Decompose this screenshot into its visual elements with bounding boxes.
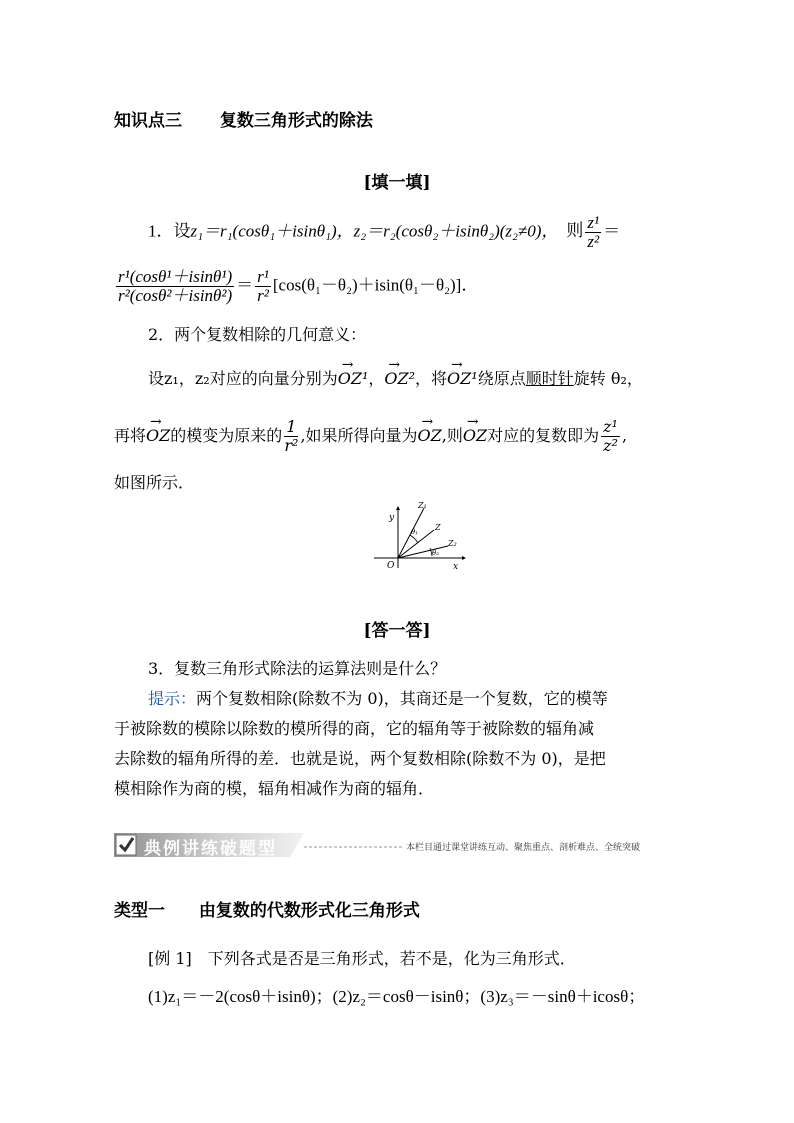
example1-line-2: (1)z₁＝－2(cosθ＋isinθ)；(2)z₂＝cosθ－isinθ；(3)z₃＝－sinθ＋icosθ； xyxy=(148,987,646,1006)
item2-fraction-1-r2 xyxy=(284,418,298,455)
item2-paragraph-3: 如图所示． xyxy=(114,473,195,492)
banner-note: 本栏目通过课堂讲练互动、聚焦重点、剖析难点、全统突破 xyxy=(406,843,641,853)
figure-theta2-label: θ₂ xyxy=(432,549,440,557)
item1-frac-den: z² xyxy=(587,232,600,251)
item2-p2-f: , xyxy=(621,426,628,445)
item3-answer-line-2: 于被除数的模除以除数的模所得的商，它的辐角等于被除数的辐角减 xyxy=(114,719,595,738)
item1-line2-tail: [cos(θ₁－θ₂)＋isin(θ₁－θ₂)]． xyxy=(272,275,479,295)
item2-title: 2．两个复数相除的几何意义： xyxy=(148,325,367,344)
item3-answer-line-4: 模相除作为商的模，辐角相减作为商的辐角． xyxy=(114,779,435,798)
item3-question: 3．复数三角形式除法的运算法则是什么？ xyxy=(148,659,447,678)
item2-p2-d: ,则 xyxy=(441,426,463,445)
type1-subtitle: 由复数的代数形式化三角形式 xyxy=(198,901,420,921)
item2-p2-e: 对应的复数即为 xyxy=(487,426,600,445)
item1-line2-eq: ＝ xyxy=(236,275,254,295)
vector-oz1-b: → OZ¹ xyxy=(447,364,478,394)
vector-oz2: → OZ² xyxy=(384,364,415,394)
item1-line2-coef xyxy=(255,268,271,305)
item1-line2-coef-den: r² xyxy=(257,286,269,305)
figure-z2-label: Z₂ xyxy=(448,539,457,548)
rotation-diagram xyxy=(368,496,468,572)
answer-tag: [答一答] xyxy=(363,621,431,641)
type1-title xyxy=(114,896,420,921)
vector-oz: → OZ xyxy=(146,421,170,451)
banner-title: 典例讲练破题型 xyxy=(144,839,277,859)
item1-frac-num: z¹ xyxy=(587,213,600,232)
example1-line-1 xyxy=(148,944,576,974)
rotation-figure xyxy=(368,496,468,572)
item1-lead: 1．设 xyxy=(148,221,191,241)
figure-x-label: x xyxy=(453,562,459,572)
item1-line2-fraction xyxy=(116,268,234,305)
figure-theta1-label: θ₁ xyxy=(411,528,419,536)
item2-frac-num: 1 xyxy=(286,417,297,436)
section-subtitle: 复数三角形式的除法 xyxy=(219,111,373,131)
theta1-arc xyxy=(410,535,418,543)
item2-p2-c: ,如果所得向量为 xyxy=(300,426,418,445)
item2-paragraph-1 xyxy=(148,364,643,394)
item2-p1-c: 绕原点 xyxy=(477,369,526,388)
figure-z1-label: Z₁ xyxy=(418,501,427,510)
fill-tag-row xyxy=(0,168,794,193)
item1-z1-def: z₁＝r₁(cosθ₁＋isinθ₁)， xyxy=(190,221,354,241)
item2-frac-den: r² xyxy=(284,436,299,455)
figure-y-label: y xyxy=(389,513,395,523)
y-axis-arrow xyxy=(396,506,400,510)
vector-oz1: → OZ¹ xyxy=(338,364,369,394)
item2-paragraph-2 xyxy=(114,418,627,455)
section-number: 知识点三 xyxy=(114,111,182,131)
example1-text: 下列各式是否是三角形式，若不是，化为三角形式． xyxy=(207,949,576,968)
item3-answer-line-3: 去除数的辐角所得的差．也就是说，两个复数相除(除数不为 0)，是把 xyxy=(114,749,606,768)
item1-z2-def: z₂＝r₂(cosθ₂＋isinθ₂)(z₂≠0)， xyxy=(353,221,559,241)
item1-line2 xyxy=(114,268,478,305)
item1-line2-num: r¹(cosθ¹＋isinθ¹) xyxy=(118,267,233,286)
item2-fraction-z1-z2 xyxy=(601,418,620,455)
vector-oz-c: → OZ xyxy=(463,421,487,451)
type1-label: 类型一 xyxy=(114,901,165,921)
section-banner xyxy=(114,829,678,861)
figure-o-label: O xyxy=(387,561,395,571)
item1-then: 则 xyxy=(566,221,584,241)
hint-label: 提示： xyxy=(148,689,197,708)
item2-p2-b: 的模变为原来的 xyxy=(170,426,283,445)
item1-line2-den: r²(cosθ²＋isinθ²) xyxy=(118,286,233,305)
item1-eq: ＝ xyxy=(603,221,621,241)
item1-fraction xyxy=(585,214,601,251)
item2-p2-a: 再将 xyxy=(114,426,147,445)
item2-rfrac-den: z² xyxy=(603,436,618,455)
item2-p1-a: 设z₁，z₂对应的向量分别为 xyxy=(148,369,338,388)
item2-p1-d: 旋转 θ₂， xyxy=(573,369,643,388)
section-title xyxy=(114,106,373,131)
figure-z-label: Z xyxy=(435,523,441,532)
item2-p1-b: ，将 xyxy=(415,369,448,388)
vector-oz-b: → OZ xyxy=(418,421,442,451)
item2-rfrac-num: z¹ xyxy=(603,417,618,436)
item1-line2-coef-num: r¹ xyxy=(257,267,269,286)
item1-line1 xyxy=(148,214,620,251)
item3-answer-line-1 xyxy=(148,684,608,714)
item3-a1: 两个复数相除(除数不为 0)，其商还是一个复数，它的模等 xyxy=(196,689,608,708)
item2-p1-sep: ， xyxy=(368,369,385,388)
example1-label: [例 1] xyxy=(148,949,192,968)
x-axis-arrow xyxy=(462,556,466,560)
fill-tag: [填一填] xyxy=(363,173,431,193)
answer-tag-row xyxy=(0,616,794,641)
clockwise-underlined: 顺时针 xyxy=(525,369,574,388)
